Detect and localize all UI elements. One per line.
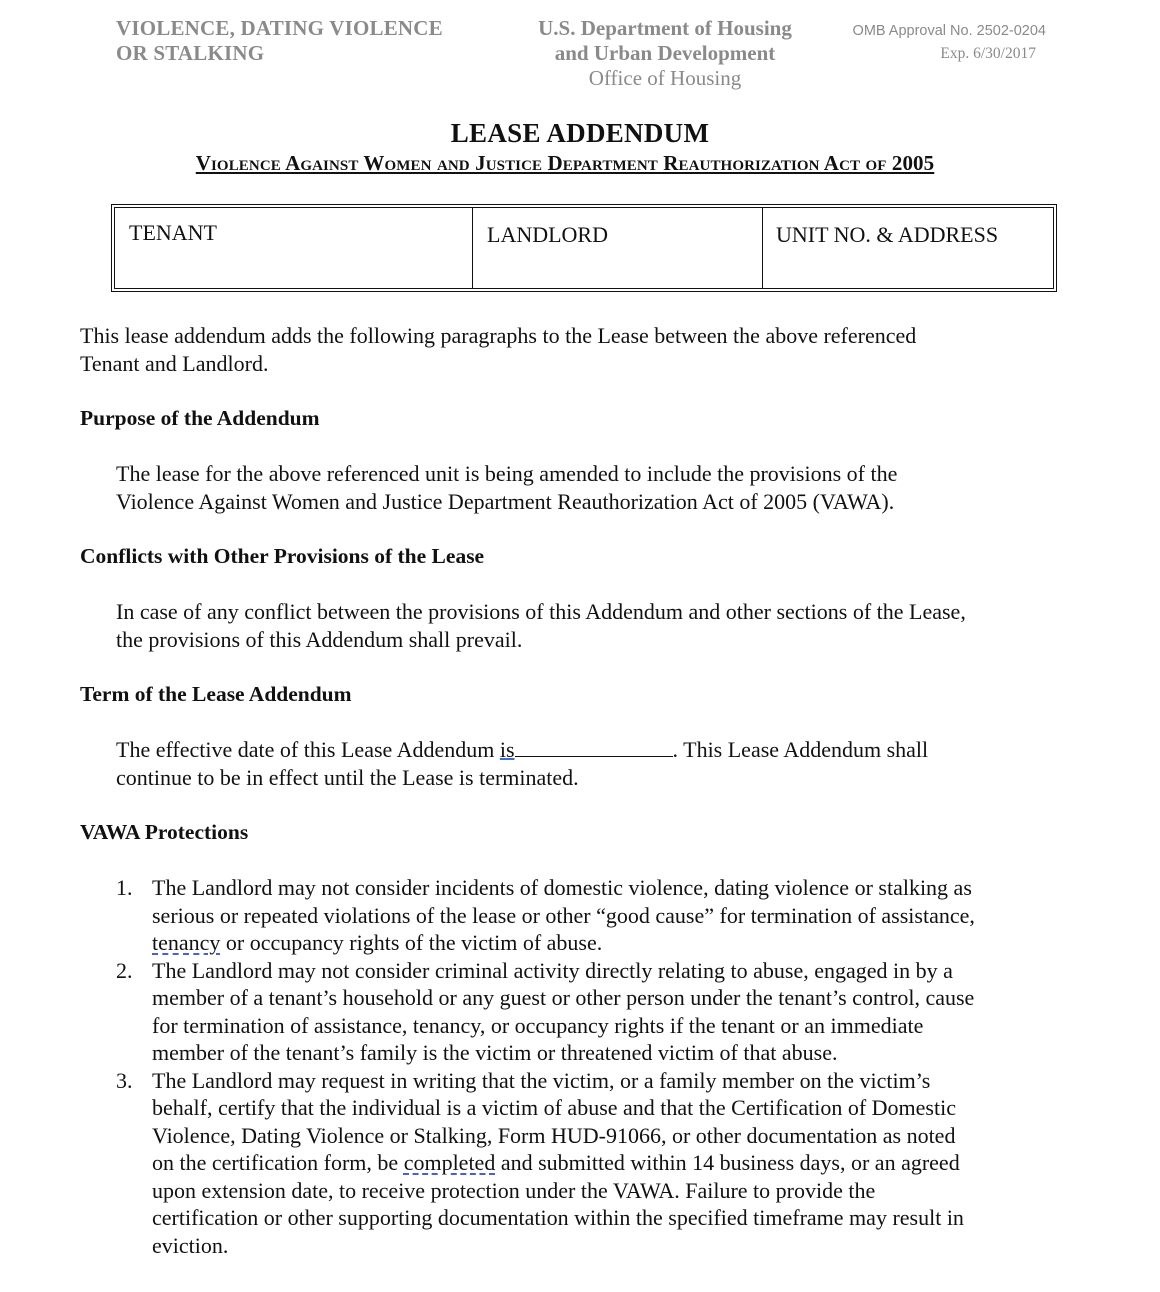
list-item-number: 2. (116, 957, 133, 983)
term-line1 (116, 736, 928, 764)
item3-completed-word: completed (403, 1150, 496, 1175)
intro-line2: Tenant and Landlord. (80, 351, 269, 376)
unit-address-cell[interactable] (763, 208, 1053, 288)
list-item (116, 874, 1066, 957)
list-item (116, 957, 1066, 1067)
item3-line7: eviction. (152, 1232, 229, 1258)
conflicts-line2: the provisions of this Addendum shall prevail. (116, 627, 523, 652)
term-line1-end: . This Lease Addendum shall (672, 737, 929, 762)
vawa-list (116, 874, 1066, 1259)
list-item-number: 1. (116, 875, 133, 900)
conflicts-paragraph (116, 598, 966, 654)
item3-line5: upon extension date, to receive protection under the VAWA. Failure to provide the (152, 1177, 876, 1203)
landlord-cell[interactable] (473, 208, 763, 288)
vawa-heading: VAWA Protections (80, 820, 249, 844)
tenant-cell[interactable] (115, 208, 473, 288)
item2-line4: member of the tenant’s family is the victim or threatened victim of that abuse. (152, 1040, 838, 1065)
purpose-paragraph (116, 460, 897, 516)
term-line2: continue to be in effect until the Lease is terminated. (116, 765, 579, 790)
term-paragraph (116, 736, 928, 792)
purpose-line2: Violence Against Women and Justice Department Reauthorization Act of 2005 (VAWA). (116, 489, 895, 514)
item3-line4 (152, 1149, 1066, 1177)
header-office: Office of Housing (588, 66, 742, 90)
conflicts-heading: Conflicts with Other Provisions of the Lease (80, 544, 485, 568)
header-agency-line1: U.S. Department of Housing (538, 16, 792, 40)
item2-line3: for termination of assistance, tenancy, or occupancy rights if the tenant or an immediate (152, 1012, 924, 1038)
item2-line2: member of a tenant’s household or any guest or other person under the tenant’s control, cause (152, 985, 975, 1010)
purpose-line1: The lease for the above referenced unit is being amended to include the provisions of the (116, 461, 898, 486)
parties-table (111, 204, 1057, 292)
tenant-label: TENANT (129, 220, 217, 245)
list-item (116, 1067, 1066, 1260)
effective-date-blank[interactable] (515, 736, 673, 757)
item1-line3-rest: or occupancy rights of the victim of abuse. (220, 930, 603, 955)
header-left-line1: VIOLENCE, DATING VIOLENCE (116, 16, 443, 40)
omb-approval: OMB Approval No. 2502-0204 (852, 23, 1046, 39)
document-title: LEASE ADDENDUM (450, 118, 710, 148)
item1-tenancy-word: tenancy (152, 930, 221, 955)
item1-line3 (152, 929, 1066, 957)
intro-line1: This lease addendum adds the following paragraphs to the Lease between the above referenced (80, 323, 917, 348)
header-left (116, 16, 443, 66)
landlord-label: LANDLORD (487, 222, 608, 247)
conflicts-line1: In case of any conflict between the provisions of this Addendum and other sections of the Lease, (116, 599, 966, 624)
list-item-number: 3. (116, 1067, 133, 1093)
header-right (853, 20, 1046, 66)
header-left-line2: OR STALKING (116, 41, 265, 65)
item2-line1: The Landlord may not consider criminal activity directly relating to abuse, engaged in by a (152, 957, 953, 983)
header-center (500, 16, 830, 91)
expiration-date: Exp. 6/30/2017 (940, 45, 1036, 62)
term-line1-start: The effective date of this Lease Addendum (116, 737, 500, 762)
intro-paragraph (80, 322, 916, 378)
item3-line1: The Landlord may request in writing that the victim, or a family member on the victim’s (152, 1067, 931, 1093)
item3-line4-start: on the certification form, be (152, 1150, 404, 1175)
term-is-word: is (499, 737, 515, 762)
term-heading: Term of the Lease Addendum (80, 682, 352, 706)
item1-line1: The Landlord may not consider incidents of domestic violence, dating violence or stalking as (152, 875, 972, 900)
item3-line6: certification or other supporting documentation within the specified timeframe may result in (152, 1205, 964, 1230)
header-agency-line2: and Urban Development (554, 41, 776, 65)
item3-line3: Violence, Dating Violence or Stalking, Form HUD-91066, or other documentation as noted (152, 1122, 956, 1148)
item3-line4-end: and submitted within 14 business days, or an agreed (495, 1150, 960, 1175)
purpose-heading: Purpose of the Addendum (80, 406, 320, 430)
document-subtitle: Violence Against Women and Justice Department Reauthorization Act of 2005 (195, 151, 935, 175)
item3-line2: behalf, certify that the individual is a victim of abuse and that the Certification of Domestic (152, 1095, 956, 1120)
unit-address-label: UNIT NO. & ADDRESS (776, 222, 999, 247)
item1-line2: serious or repeated violations of the lease or other “good cause” for termination of assistance, (152, 902, 975, 928)
